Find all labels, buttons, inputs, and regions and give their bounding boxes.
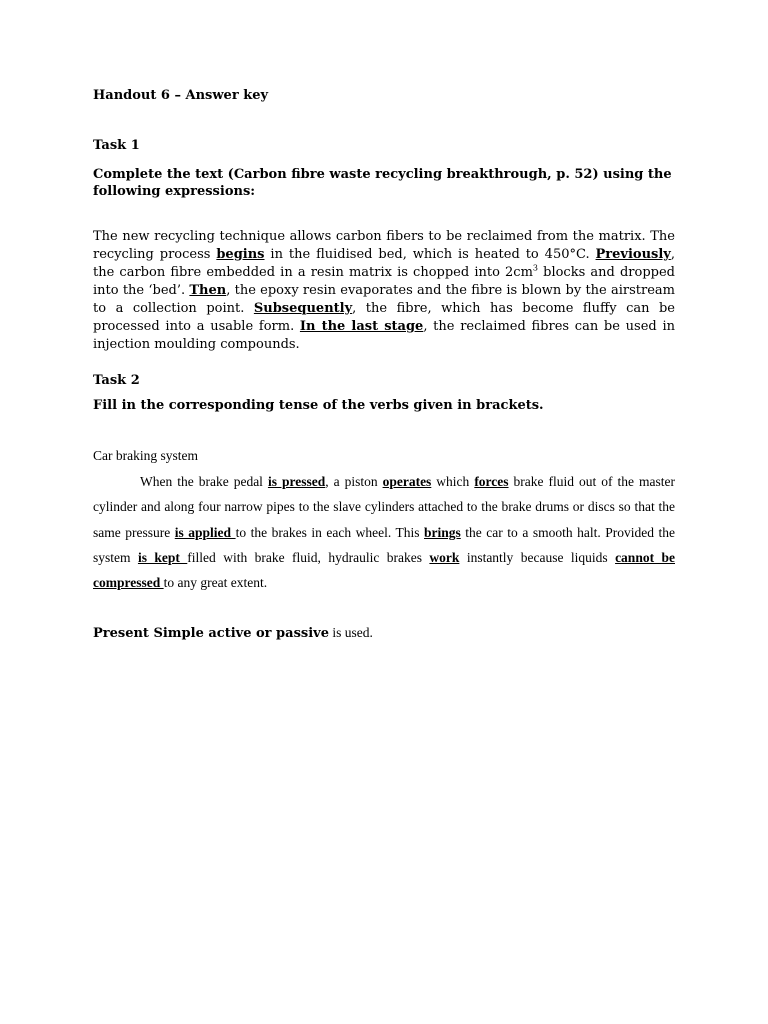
task1-instruction: Complete the text (Carbon fibre waste recycling breakthrough, p. 52) using the following expressions: (93, 167, 672, 199)
text-segment: instantly because liquids (459, 549, 616, 565)
task2-paragraph (93, 469, 675, 595)
text-segment: brake fluid out of the master cylinder and along four narrow pipes to the slave cylinders attached to the brake drums or discs so that the same pressure (93, 474, 675, 540)
text-segment: The new recycling technique allows carbon fibers to be reclaimed from the matrix. The recycling process (93, 229, 675, 262)
text-segment: filled with brake fluid, hydraulic brakes (187, 549, 430, 565)
task2-instruction: Fill in the corresponding tense of the verbs given in brackets. (93, 398, 544, 413)
task2-subheading: Car braking system (93, 448, 198, 463)
text-segment: which (431, 474, 475, 489)
answer-keyword: brings (424, 524, 461, 540)
answer-keyword: is kept (137, 549, 188, 565)
answer-keyword: Previously (595, 247, 671, 262)
tense-note-rest: is used. (328, 625, 373, 640)
task1-paragraph (93, 228, 675, 354)
text-segment: , a piston (325, 474, 383, 489)
text-segment: to any great extent. (163, 575, 268, 591)
text-segment: blocks and dropped into the ‘bed’. (93, 265, 675, 298)
answer-keyword: Subsequently (253, 301, 353, 316)
text-segment: in the fluidised bed, which is heated to 450°C. (264, 247, 596, 262)
answer-keyword: In the last stage (299, 319, 424, 334)
page-title: Handout 6 – Answer key (93, 88, 269, 103)
answer-keyword: is pressed (267, 474, 326, 489)
answer-keyword: work (429, 549, 460, 565)
task2-heading: Task 2 (93, 373, 140, 388)
tense-note (93, 625, 675, 641)
answer-keyword: begins (216, 247, 265, 262)
tense-note-bold: Present Simple active or passive (93, 626, 329, 641)
answer-keyword: forces (474, 474, 509, 489)
superscript: 3 (532, 263, 538, 273)
text-segment: to the brakes in each wheel. This (235, 524, 425, 540)
task1-heading: Task 1 (93, 138, 140, 153)
text-segment: the car to a smooth halt. Provided the system (93, 524, 675, 565)
text-segment: When the brake pedal (140, 474, 268, 489)
answer-keyword: operates (382, 474, 432, 489)
text-segment: , the carbon fibre embedded in a resin matrix is chopped into 2cm (93, 247, 675, 280)
answer-keyword: is applied (174, 524, 236, 540)
answer-keyword: Then (189, 283, 227, 298)
answer-keyword: cannot be compressed (93, 549, 675, 591)
text-segment: , the reclaimed fibres can be used in injection moulding compounds. (93, 319, 675, 352)
text-segment: , the fibre, which has become fluffy can be processed into a usable form. (93, 301, 676, 334)
text-segment: , the epoxy resin evaporates and the fibre is blown by the airstream to a collection point. (93, 283, 675, 316)
